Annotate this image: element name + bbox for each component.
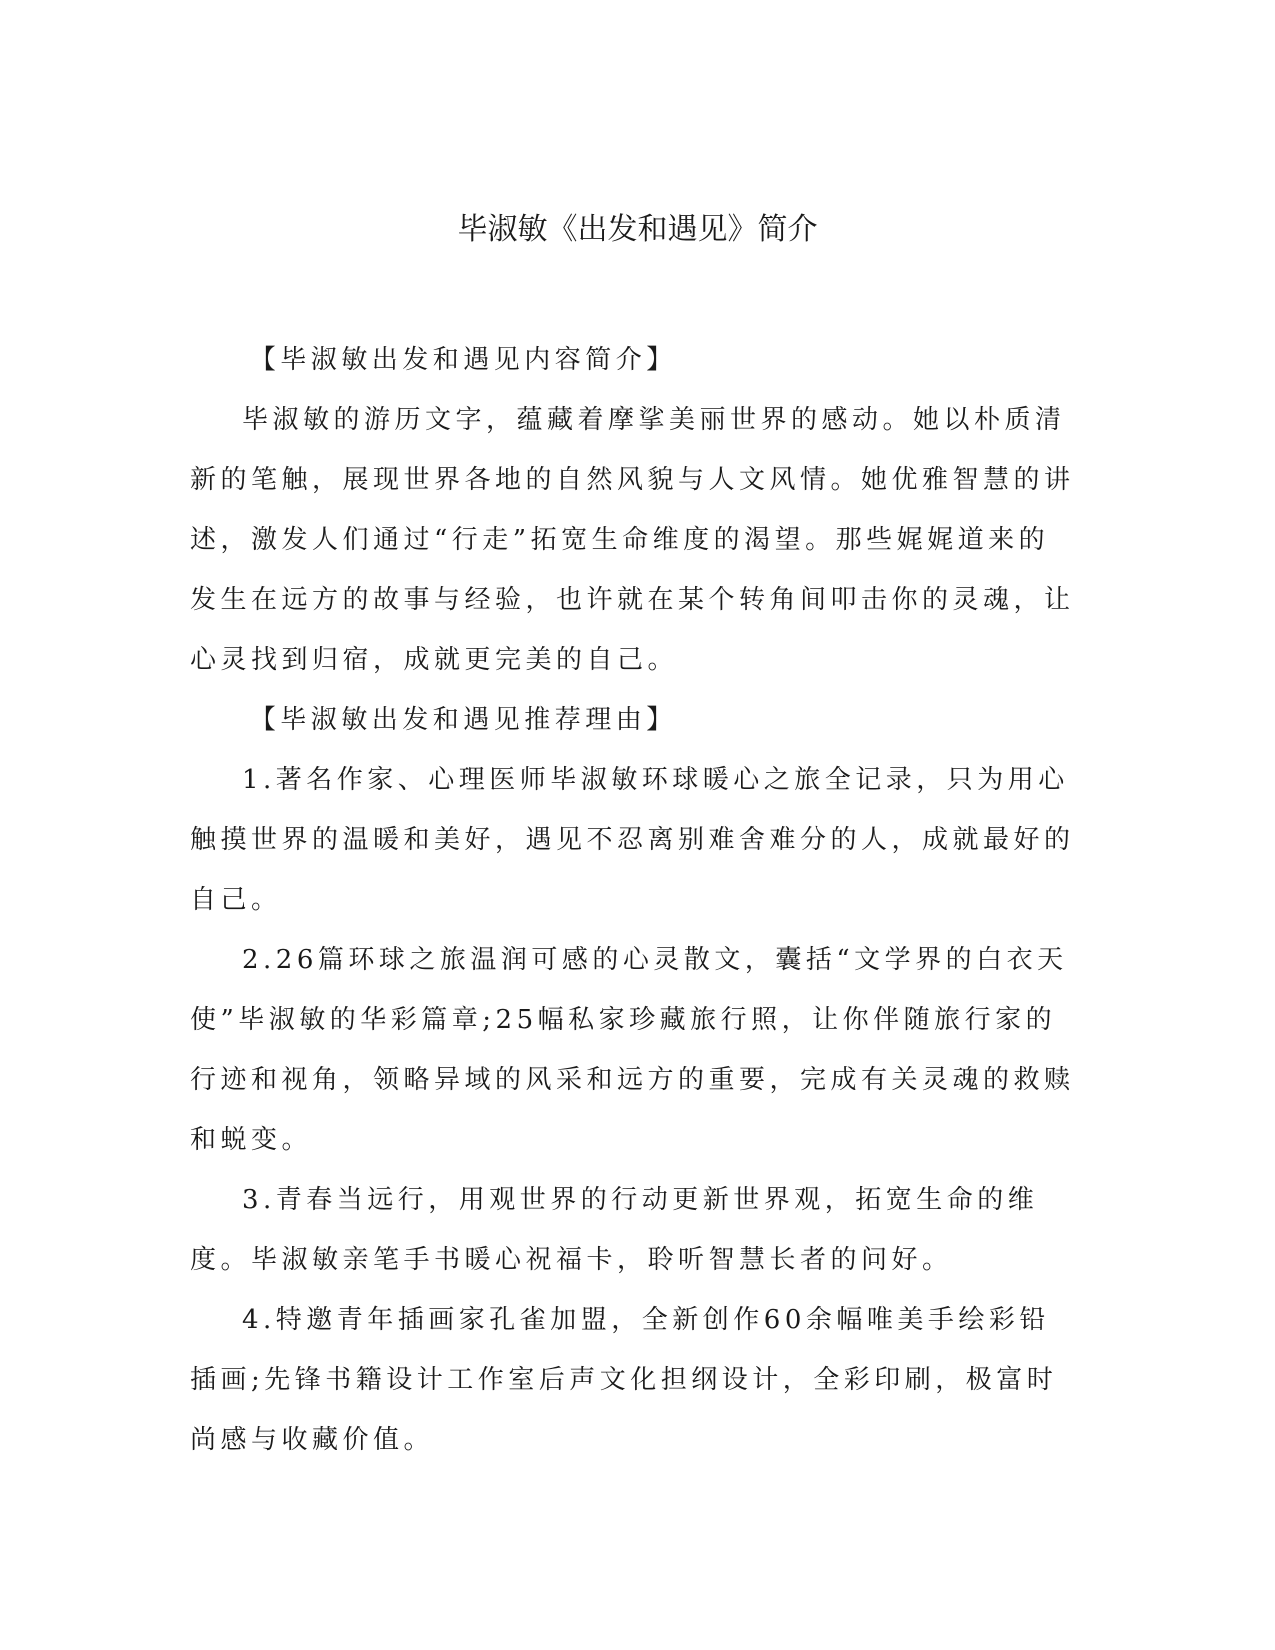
summary-paragraph: 毕淑敏的游历文字，蕴藏着摩挲美丽世界的感动。她以朴质清新的笔触，展现世界各地的自然风貌与人文风情。她优雅智慧的讲述，激发人们通过“行走”拓宽生命维度的渴望。那些娓娓道来的发生在远方的故事与经验，也许就在某个转角间叩击你的灵魂，让心灵找到归宿，成就更完美的自己。	[190, 405, 1075, 675]
reason-item-1: 1.著名作家、心理医师毕淑敏环球暖心之旅全记录，只为用心触摸世界的温暖和美好，遇见不忍离别难舍难分的人，成就最好的自己。	[190, 765, 1075, 915]
section-heading-summary: 【毕淑敏出发和遇见内容简介】	[249, 345, 677, 375]
reason-item-4: 4.特邀青年插画家孔雀加盟，全新创作60余幅唯美手绘彩铅插画;先锋书籍设计工作室后声文化担纲设计，全彩印刷，极富时尚感与收藏价值。	[190, 1305, 1058, 1455]
page-title: 毕淑敏《出发和遇见》简介	[457, 212, 818, 247]
reason-item-3: 3.青春当远行，用观世界的行动更新世界观，拓宽生命的维度。毕淑敏亲笔手书暖心祝福卡，聆听智慧长者的问好。	[190, 1185, 1039, 1275]
section-heading-reasons: 【毕淑敏出发和遇见推荐理由】	[249, 705, 677, 735]
document-body	[190, 330, 1078, 1470]
reason-item-2: 2.26篇环球之旅温润可感的心灵散文，囊括“文学界的白衣天使”毕淑敏的华彩篇章;25幅私家珍藏旅行照，让你伴随旅行家的行迹和视角，领略异域的风采和远方的重要，完成有关灵魂的救赎和蜕变。	[190, 945, 1075, 1155]
